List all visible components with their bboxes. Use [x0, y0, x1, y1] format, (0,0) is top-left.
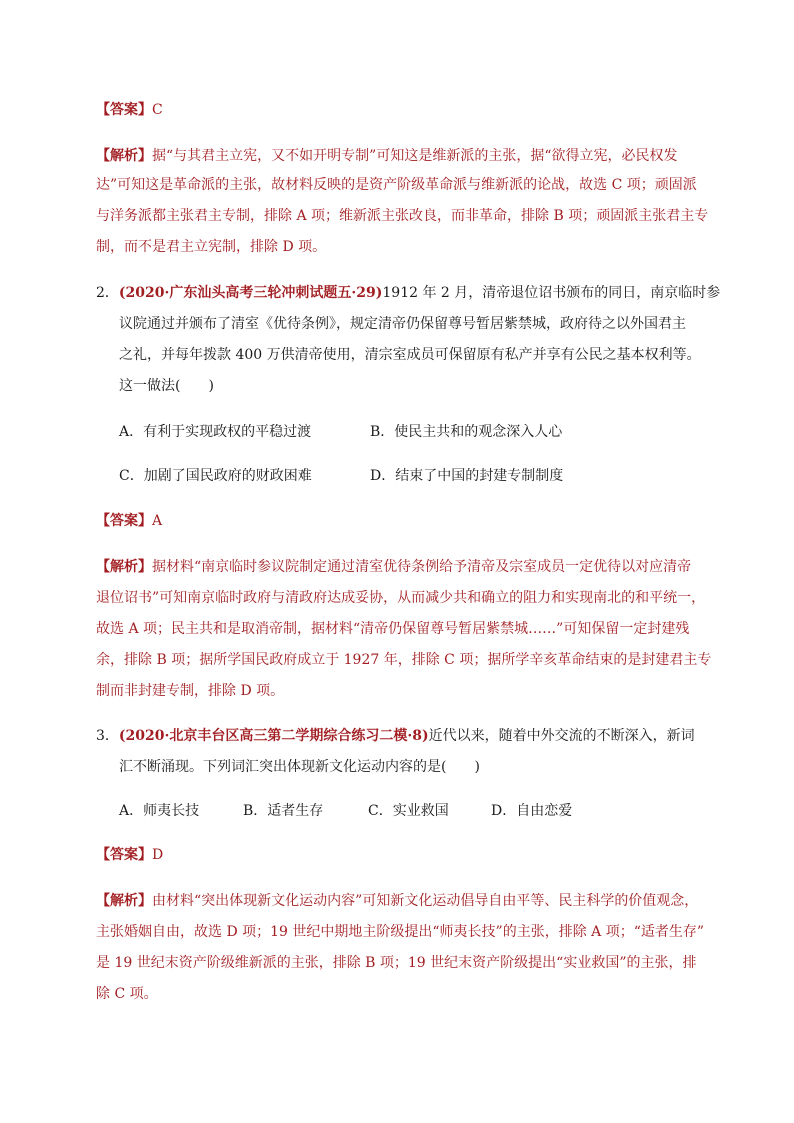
answer-line-3 [96, 845, 163, 865]
analysis-text: 据材料“南京临时参议院制定通过清室优待条例给予清帝及宗室成员一定优待以对应清帝 [152, 559, 692, 575]
option-c: C．加剧了国民政府的财政困难 [119, 468, 312, 484]
analysis-text: 退位诏书”可知南京临时政府与清政府达成妥协，从而减少共和确立的阻力和实现南北的和平统一， [96, 590, 706, 606]
question-stem: 近代以来，随着中外交流的不断深入，新词 [428, 728, 695, 744]
analysis-text: 制，而不是君主立宪制，排除 D 项。 [96, 239, 327, 255]
answer-label: 【答案】 [96, 513, 152, 529]
question-2-first-line [96, 283, 720, 303]
question-number: 2． [96, 285, 119, 301]
option-b: B．适者生存 [243, 803, 324, 819]
analysis-label: 【解析】 [96, 893, 152, 909]
analysis-text: 据“与其君主立宪，又不如开明专制”可知这是维新派的主张，据“欲得立宪，必民权发 [152, 148, 678, 164]
question-stem: 1912 年 2 月，清帝退位诏书颁布的同日，南京临时参 [382, 285, 721, 301]
option-b: B．使民主共和的观念深入人心 [370, 424, 563, 440]
question-source: (2020·广东汕头高考三轮冲刺试题五·29) [118, 285, 383, 301]
question-source: (2020·北京丰台区高三第二学期综合练习二模·8) [118, 728, 429, 744]
analysis-text: 是 19 世纪末资产阶级维新派的主张，排除 B 项；19 世纪末资产阶级提出“实业救国”的主张，排 [96, 955, 697, 971]
answer-line-2 [96, 511, 162, 531]
option-d: D．自由恋爱 [491, 803, 573, 819]
option-d: D．结束了中国的封建专制制度 [370, 468, 564, 484]
answer-label: 【答案】 [96, 102, 152, 118]
answer-line-1 [96, 100, 163, 120]
analysis-text: 除 C 项。 [96, 986, 158, 1002]
answer-value: C [152, 102, 163, 118]
answer-label: 【答案】 [96, 847, 152, 863]
analysis-label: 【解析】 [96, 148, 152, 164]
answer-value: A [152, 513, 163, 529]
question-stem: 议院通过并颁布了清室《优待条例》，规定清帝仍保留尊号暂居紫禁城，政府待之以外国君主 [119, 316, 686, 332]
question-stem: 汇不断涌现。下列词汇突出体现新文化运动内容的是( ) [119, 759, 480, 775]
analysis-text: 由材料“突出体现新文化运动内容”可知新文化运动倡导自由平等、民主科学的价值观念， [152, 893, 699, 909]
analysis-text: 主张婚姻自由，故选 D 项；19 世纪中期地主阶级提出“师夷长技”的主张，排除 A 项；“适者生存” [96, 924, 705, 940]
analysis-line [96, 891, 698, 911]
analysis-text: 余，排除 B 项；据所学国民政府成立于 1927 年，排除 C 项；据所学辛亥革命结束的是封建君主专 [96, 652, 712, 668]
analysis-line [96, 557, 691, 577]
analysis-text: 故选 A 项；民主共和是取消帝制，据材料“清帝仍保留尊号暂居紫禁城……”可知保留一定封建残 [96, 621, 690, 637]
analysis-text: 与洋务派都主张君主专制，排除 A 项；维新派主张改良，而非革命，排除 B 项；顽固派主张君主专 [96, 208, 709, 224]
analysis-line [96, 146, 677, 166]
analysis-text: 制而非封建专制，排除 D 项。 [96, 683, 285, 699]
question-stem: 这一做法( ) [119, 378, 214, 394]
option-c: C．实业救国 [368, 803, 449, 819]
question-stem: 之礼，并每年拨款 400 万供清帝使用，清宗室成员可保留原有私产并享有公民之基本权利等。 [119, 347, 701, 363]
question-3-first-line [96, 726, 695, 746]
answer-value: D [152, 847, 164, 863]
analysis-label: 【解析】 [96, 559, 152, 575]
question-number: 3． [96, 728, 119, 744]
option-a: A．师夷长技 [119, 803, 200, 819]
analysis-text: 达”可知这是革命派的主张，故材料反映的是资产阶级革命派与维新派的论战，故选 C 项；顽固派 [96, 177, 697, 193]
option-a: A．有利于实现政权的平稳过渡 [119, 424, 312, 440]
